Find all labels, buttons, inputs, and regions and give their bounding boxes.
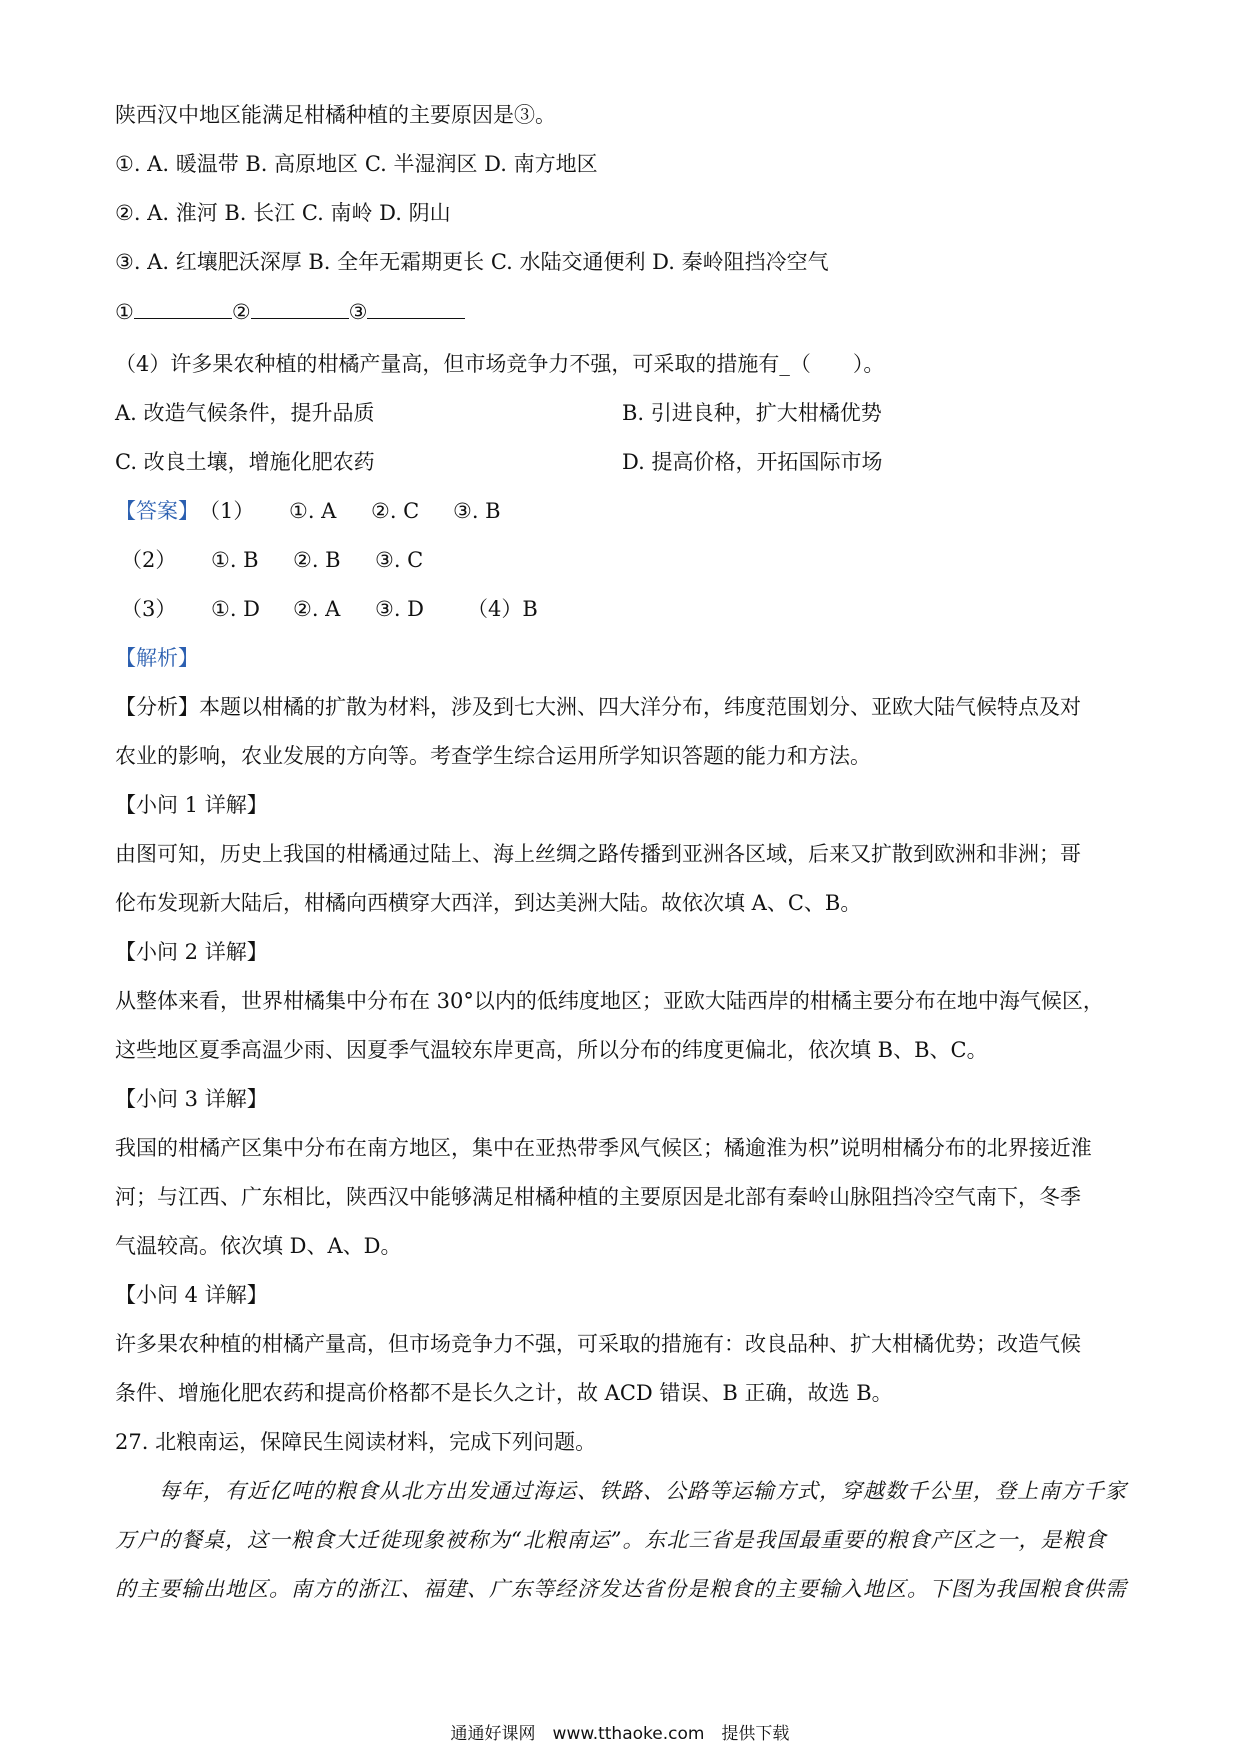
q3-option-2: ②. A. 淮河 B. 长江 C. 南岭 D. 阴山: [115, 201, 451, 225]
sub4-line-2: 条件、增施化肥农药和提高价格都不是长久之计，故 ACD 错误、B 正确，故选 B。: [115, 1381, 893, 1405]
sub2-line-2: 这些地区夏季高温少雨、因夏季气温较东岸更高，所以分布的纬度更偏北，依次填 B、B、C。: [115, 1038, 988, 1062]
answer-row1-part: （1）: [199, 499, 255, 523]
answer-row3-q4: （4）B: [467, 597, 538, 621]
page-footer: 通通好课网 www.tthaoke.com 提供下载: [450, 1724, 790, 1744]
analysis-tag: 【解析】: [115, 646, 199, 670]
answer-row-1: [115, 496, 1125, 526]
q4-stem: （4）许多果农种植的柑橘产量高，但市场竞争力不强，可采取的措施有_（ ）。: [115, 352, 885, 376]
sub1-line-2: 伦布发现新大陆后，柑橘向西横穿大西洋，到达美洲大陆。故依次填 A、C、B。: [115, 891, 862, 915]
answer-row3-blank2: ②. A: [293, 597, 341, 621]
q27-material-line-3: 的主要输出地区。南方的浙江、福建、广东等经济发达省份是粮食的主要输入地区。下图为我国粮食供需: [115, 1577, 1127, 1601]
answer-row-3: [121, 594, 1131, 624]
q3-intro: 陕西汉中地区能满足柑橘种植的主要原因是③。: [115, 103, 556, 127]
answer-row3-part: （3）: [121, 597, 177, 621]
sub1-line-1: 由图可知，历史上我国的柑橘通过陆上、海上丝绸之路传播到亚洲各区域，后来又扩散到欧洲和非洲；哥: [115, 842, 1081, 866]
answer-tag: 【答案】: [115, 499, 199, 523]
q27-title: 27. 北粮南运，保障民生阅读材料，完成下列问题。: [115, 1430, 597, 1454]
q27-material-line-1: 每年，有近亿吨的粮食从北方出发通过海运、铁路、公路等运输方式，穿越数千公里，登上南方千家: [115, 1479, 1127, 1503]
q4-choice-c: C. 改良土壤，增施化肥农药: [115, 450, 375, 474]
q4-choice-a: A. 改造气候条件，提升品质: [115, 401, 375, 425]
answer-row2-blank3: ③. C: [375, 548, 424, 572]
sub2-heading: 【小问 2 详解】: [115, 940, 268, 964]
blank-label-3: ③: [348, 300, 368, 324]
blank-label-1: ①: [115, 300, 134, 324]
answer-row2-blank2: ②. B: [293, 548, 341, 572]
sub3-heading: 【小问 3 详解】: [115, 1087, 268, 1111]
answer-row1-blank1: ①. A: [289, 499, 337, 523]
q3-option-3: ③. A. 红壤肥沃深厚 B. 全年无霜期更长 C. 水陆交通便利 D. 秦岭阻挡冷空气: [115, 250, 829, 274]
blank-line-3[interactable]: [367, 296, 465, 319]
sub3-line-2: 河；与江西、广东相比，陕西汉中能够满足柑橘种植的主要原因是北部有秦岭山脉阻挡冷空气南下，冬季: [115, 1185, 1081, 1209]
answer-row1-blank2: ②. C: [371, 499, 420, 523]
answer-row3-blank3: ③. D: [375, 597, 425, 621]
sub3-line-1: 我国的柑橘产区集中分布在南方地区，集中在亚热带季风气候区；橘逾淮为枳”说明柑橘分布的北界接近淮: [115, 1136, 1092, 1160]
sub2-line-1: 从整体来看，世界柑橘集中分布在 30°以内的低纬度地区；亚欧大陆西岸的柑橘主要分布在地中海气候区，: [115, 989, 1104, 1013]
answer-row2-part: （2）: [121, 548, 177, 572]
sub1-heading: 【小问 1 详解】: [115, 793, 268, 817]
sub3-line-3: 气温较高。依次填 D、A、D。: [115, 1234, 402, 1258]
sub4-heading: 【小问 4 详解】: [115, 1283, 268, 1307]
blank-line-2[interactable]: [251, 296, 349, 319]
blank-line-1[interactable]: [134, 296, 232, 319]
answer-row2-blank1: ①. B: [211, 548, 259, 572]
analysis-intro-line-2: 农业的影响，农业发展的方向等。考查学生综合运用所学知识答题的能力和方法。: [115, 744, 871, 768]
blank-label-2: ②: [231, 300, 251, 324]
q27-material-line-2: 万户的餐桌，这一粮食大迁徙现象被称为“北粮南运”。东北三省是我国最重要的粮食产区之一，是粮食: [115, 1528, 1107, 1552]
answer-row-2: [121, 545, 1131, 575]
q3-option-1: ①. A. 暖温带 B. 高原地区 C. 半湿润区 D. 南方地区: [115, 152, 598, 176]
analysis-intro-line-1: 【分析】本题以柑橘的扩散为材料，涉及到七大洲、四大洋分布，纬度范围划分、亚欧大陆气候特点及对: [115, 695, 1081, 719]
answer-row3-blank1: ①. D: [211, 597, 261, 621]
answer-row1-blank3: ③. B: [453, 499, 501, 523]
q4-choice-d: D. 提高价格，开拓国际市场: [622, 450, 883, 474]
q3-answer-blanks: [115, 296, 1125, 327]
q4-choice-b: B. 引进良种，扩大柑橘优势: [622, 401, 882, 425]
sub4-line-1: 许多果农种植的柑橘产量高，但市场竞争力不强，可采取的措施有：改良品种、扩大柑橘优势；改造气候: [115, 1332, 1081, 1356]
